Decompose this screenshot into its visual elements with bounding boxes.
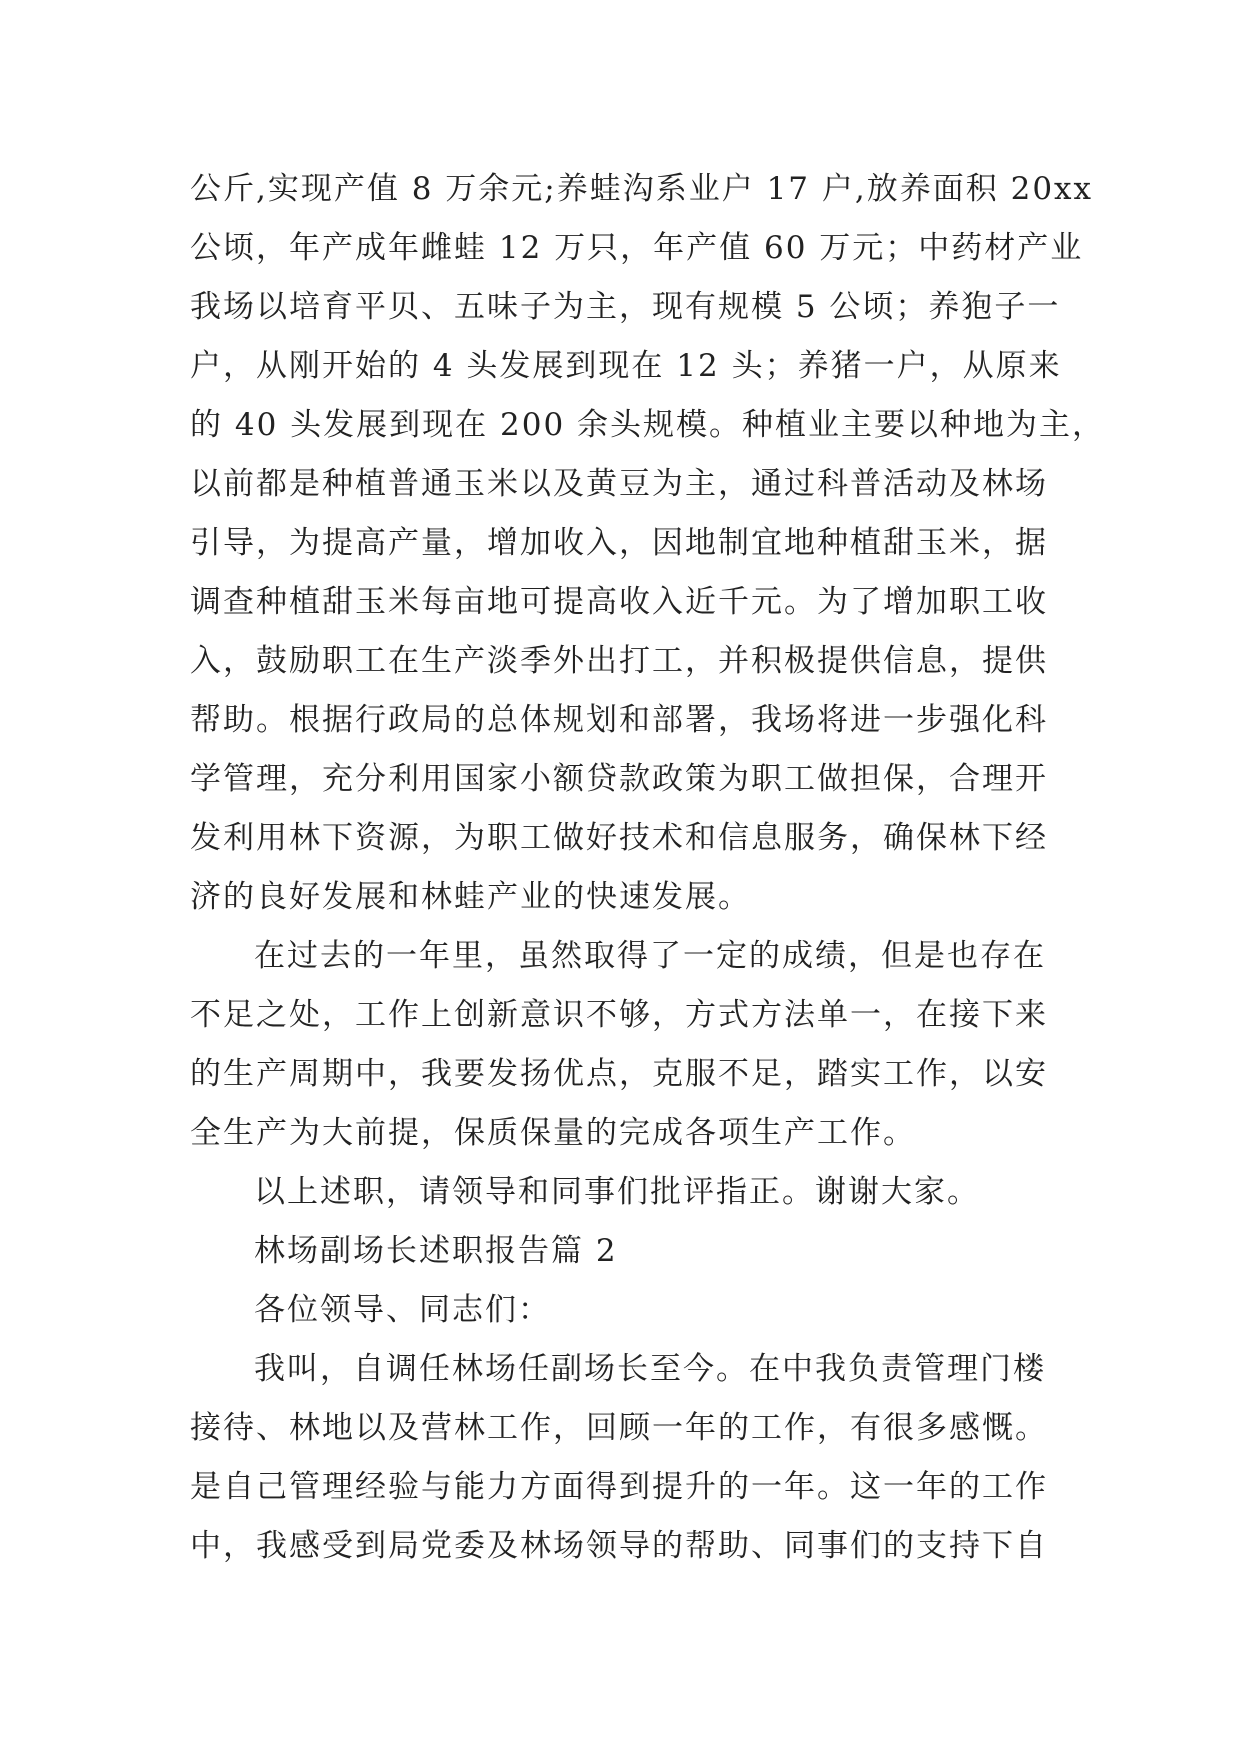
text-line: 济的良好发展和林蛙产业的快速发展。	[190, 879, 751, 915]
text-line: 我场以培育平贝、五味子为主，现有规模 5 公顷；养狍子一	[190, 289, 1061, 325]
text-line: 在过去的一年里，虽然取得了一定的成绩，但是也存在	[254, 938, 1046, 974]
text-line: 引导，为提高产量，增加收入，因地制宜地种植甜玉米，据	[190, 525, 1048, 561]
text-line: 调查种植甜玉米每亩地可提高收入近千元。为了增加职工收	[190, 584, 1048, 620]
text-line: 户，从刚开始的 4 头发展到现在 12 头；养猪一户，从原来	[190, 348, 1062, 384]
text-line: 的 40 头发展到现在 200 余头规模。种植业主要以种地为主，	[190, 407, 1106, 443]
text-line: 中，我感受到局党委及林场领导的帮助、同事们的支持下自	[190, 1528, 1048, 1564]
text-line: 发利用林下资源，为职工做好技术和信息服务，确保林下经	[190, 820, 1048, 856]
text-line: 我叫，自调任林场任副场长至今。在中我负责管理门楼	[254, 1351, 1046, 1387]
text-line: 接待、林地以及营林工作，回顾一年的工作，有很多感慨。	[190, 1410, 1048, 1446]
text-line: 入，鼓励职工在生产淡季外出打工，并积极提供信息，提供	[190, 643, 1048, 679]
text-line: 以上述职，请领导和同事们批评指正。谢谢大家。	[254, 1174, 980, 1210]
text-line: 全生产为大前提，保质保量的完成各项生产工作。	[190, 1115, 916, 1151]
text-line: 公顷，年产成年雌蛙 12 万只，年产值 60 万元；中药材产业	[190, 230, 1084, 266]
text-line: 学管理，充分利用国家小额贷款政策为职工做担保，合理开	[190, 761, 1048, 797]
text-line: 各位领导、同志们：	[254, 1292, 551, 1328]
text-line: 以前都是种植普通玉米以及黄豆为主，通过科普活动及林场	[190, 466, 1048, 502]
text-line: 公斤,实现产值 8 万余元;养蛙沟系业户 17 户,放养面积 20xx	[190, 171, 1094, 207]
text-line: 的生产周期中，我要发扬优点，克服不足，踏实工作，以安	[190, 1056, 1048, 1092]
text-line: 不足之处，工作上创新意识不够，方式方法单一，在接下来	[190, 997, 1048, 1033]
text-line: 林场副场长述职报告篇 2	[254, 1233, 618, 1269]
text-line: 是自己管理经验与能力方面得到提升的一年。这一年的工作	[190, 1469, 1048, 1505]
text-line: 帮助。根据行政局的总体规划和部署，我场将进一步强化科	[190, 702, 1048, 738]
document-body	[190, 160, 1106, 1576]
